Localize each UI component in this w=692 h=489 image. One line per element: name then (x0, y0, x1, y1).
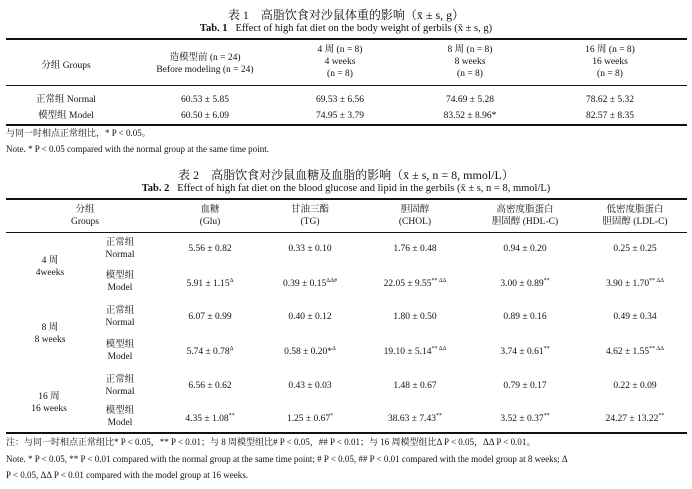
table2-cell: 0.79 ± 0.17 (503, 381, 547, 391)
table2-cell: 6.56 ± 0.62 (188, 381, 232, 391)
table2-header-chol: 胆固醇 (CHOL) (398, 205, 432, 227)
table1-cell: 74.69 ± 5.28 (446, 95, 494, 105)
table2-bottom-rule (6, 432, 687, 434)
table2-header-group: 分组 Groups (71, 205, 99, 227)
table2-cell: 0.25 ± 0.25 (613, 244, 657, 254)
table1-header-group: 分组 Groups (41, 61, 91, 71)
table2-cell: 0.40 ± 0.12 (288, 312, 332, 322)
table2-row-group: 正常组 Normal (105, 306, 135, 328)
table2-cell: 0.89 ± 0.16 (503, 312, 547, 322)
table2-period-label: 4 周 4weeks (35, 256, 65, 278)
table2-cell: 1.80 ± 0.50 (393, 312, 437, 322)
table2-cell: 1.25 ± 0.67* (286, 413, 334, 424)
table2-cell: 0.58 ± 0.20*$^\Delta$ (284, 346, 336, 357)
table2-cell: 38.63 ± 7.43** (388, 413, 442, 424)
table1-header-col3: 8 周 (n = 8) 8 weeks (n = 8) (447, 45, 493, 79)
table1-header-col4: 16 周 (n = 8) 16 weeks (n = 8) (585, 45, 635, 79)
table2-cell: $0.39 \pm 0.15^{\Delta\Delta\#}$ (283, 278, 337, 289)
table2-cell: 1.48 ± 0.67 (393, 381, 437, 391)
table2-cell: 3.52 ± 0.37** (500, 413, 550, 424)
table2-cell: $19.10 \pm 5.14^{** \Delta\Delta}$ (383, 346, 447, 357)
table2-cell: 0.49 ± 0.34 (613, 312, 657, 322)
table2-caption: Effect of high fat diet on the blood glucose and lipid in the gerbils (x̄ ± s, n = 8, mmol/L) (177, 183, 551, 194)
table1-cell: 83.52 ± 8.96* (443, 111, 497, 121)
table2-row-group: 模型组 Model (105, 406, 135, 428)
table2-label: Tab. 2 (141, 183, 170, 194)
table2-period-label: 16 周 16 weeks (31, 392, 67, 414)
table2-note-cn: 注：与同一时相点正常组比* P < 0.05，** P < 0.01；与 8 周模型组比# P < 0.05，## P < 0.01；与 16 周模型组比Δ P < 0.05，ΔΔ P < 0.01。 (6, 437, 536, 447)
table2-cell: 3.74 ± 0.61** (500, 346, 550, 357)
table1-cell: 60.53 ± 5.85 (181, 95, 229, 105)
table2-title-en (0, 183, 692, 194)
table1-cell: 60.50 ± 6.09 (181, 111, 229, 121)
table2-cell: 3.00 ± 0.89** (500, 278, 550, 289)
table1-header-col1: 造模型前 (n = 24) Before modeling (n = 24) (156, 53, 254, 75)
table2-cell: 0.33 ± 0.10 (288, 244, 332, 254)
table2-cell: 5.56 ± 0.82 (188, 244, 232, 254)
table2-row-group: 模型组 Model (105, 271, 135, 293)
table1-top-rule (6, 38, 687, 40)
table1-row-group: 正常组 Normal (36, 95, 96, 105)
table2-cell: $5.74 \pm 0.78^\Delta$ (186, 346, 234, 357)
table2-note-en-2: P < 0.05, ΔΔ P < 0.01 compared with the model group at 16 weeks. (6, 470, 249, 480)
table1-bottom-rule (6, 124, 687, 126)
table1-cell: 82.57 ± 8.35 (586, 111, 634, 121)
table2-header-rule (6, 232, 687, 233)
table1-note-en: Note. * P < 0.05 compared with the normal group at the same time point. (6, 144, 269, 154)
table1-note-cn: 与同一时相点正常组比，* P < 0.05。 (6, 128, 151, 138)
table2-cell: 0.43 ± 0.03 (288, 381, 332, 391)
table1-header-col2: 4 周 (n = 8) 4 weeks (n = 8) (317, 45, 363, 79)
table2-cell: 24.27 ± 13.22** (605, 413, 665, 424)
table2-cell: $3.90 \pm 1.70^{** \Delta\Delta}$ (605, 278, 665, 289)
table2-cell: $5.91 \pm 1.15^\Delta$ (186, 278, 234, 289)
table2-header-glu: 血糖 (Glu) (199, 205, 221, 227)
table2-top-rule (6, 198, 687, 200)
table2-row-group: 模型组 Model (105, 340, 135, 362)
table2-row-group: 正常组 Normal (105, 238, 135, 260)
table1-header-rule (6, 85, 687, 86)
table1-caption: Effect of high fat diet on the body weight of gerbils (x̄ ± s, g) (235, 23, 493, 34)
table1-title-en (0, 23, 692, 34)
table2-cell: 0.22 ± 0.09 (613, 381, 657, 391)
table1-row-group: 模型组 Model (38, 111, 94, 121)
table1-cell: 69.53 ± 6.56 (316, 95, 364, 105)
table2-header-ldl: 低密度脂蛋白 胆固醇 (LDL-C) (602, 205, 668, 227)
table2-period-label: 8 周 8 weeks (34, 323, 66, 345)
table2-cell: $22.05 \pm 9.55^{** \Delta\Delta}$ (383, 278, 447, 289)
table1-title-cn: 表 1 高脂饮食对沙鼠体重的影响（x̄ ± s, g） (227, 8, 465, 22)
table2-header-hdl: 高密度脂蛋白 胆固醇 (HDL-C) (491, 205, 559, 227)
table2-cell: 4.35 ± 1.08** (185, 413, 235, 424)
table1-label: Tab. 1 (199, 23, 228, 34)
table2-cell: $4.62 \pm 1.55^{** \Delta\Delta}$ (605, 346, 665, 357)
table2-note-en-1: Note. * P < 0.05, ** P < 0.01 compared with the normal group at the same time point; # P < 0.05, ## P < 0.01 compared with the model group at 8 weeks; Δ (6, 454, 568, 464)
table1-cell: 74.95 ± 3.79 (316, 111, 364, 121)
table2-cell: 1.76 ± 0.48 (393, 244, 437, 254)
table2-cell: 0.94 ± 0.20 (503, 244, 547, 254)
table2-row-group: 正常组 Normal (105, 375, 135, 397)
table1-cell: 78.62 ± 5.32 (586, 95, 634, 105)
table2-header-tg: 甘油三酯 (TG) (290, 205, 329, 227)
table2-title-cn: 表 2 高脂饮食对沙鼠血糖及血脂的影响（x̄ ± s, n = 8, mmol/L） (178, 168, 514, 182)
table2-cell: 6.07 ± 0.99 (188, 312, 232, 322)
